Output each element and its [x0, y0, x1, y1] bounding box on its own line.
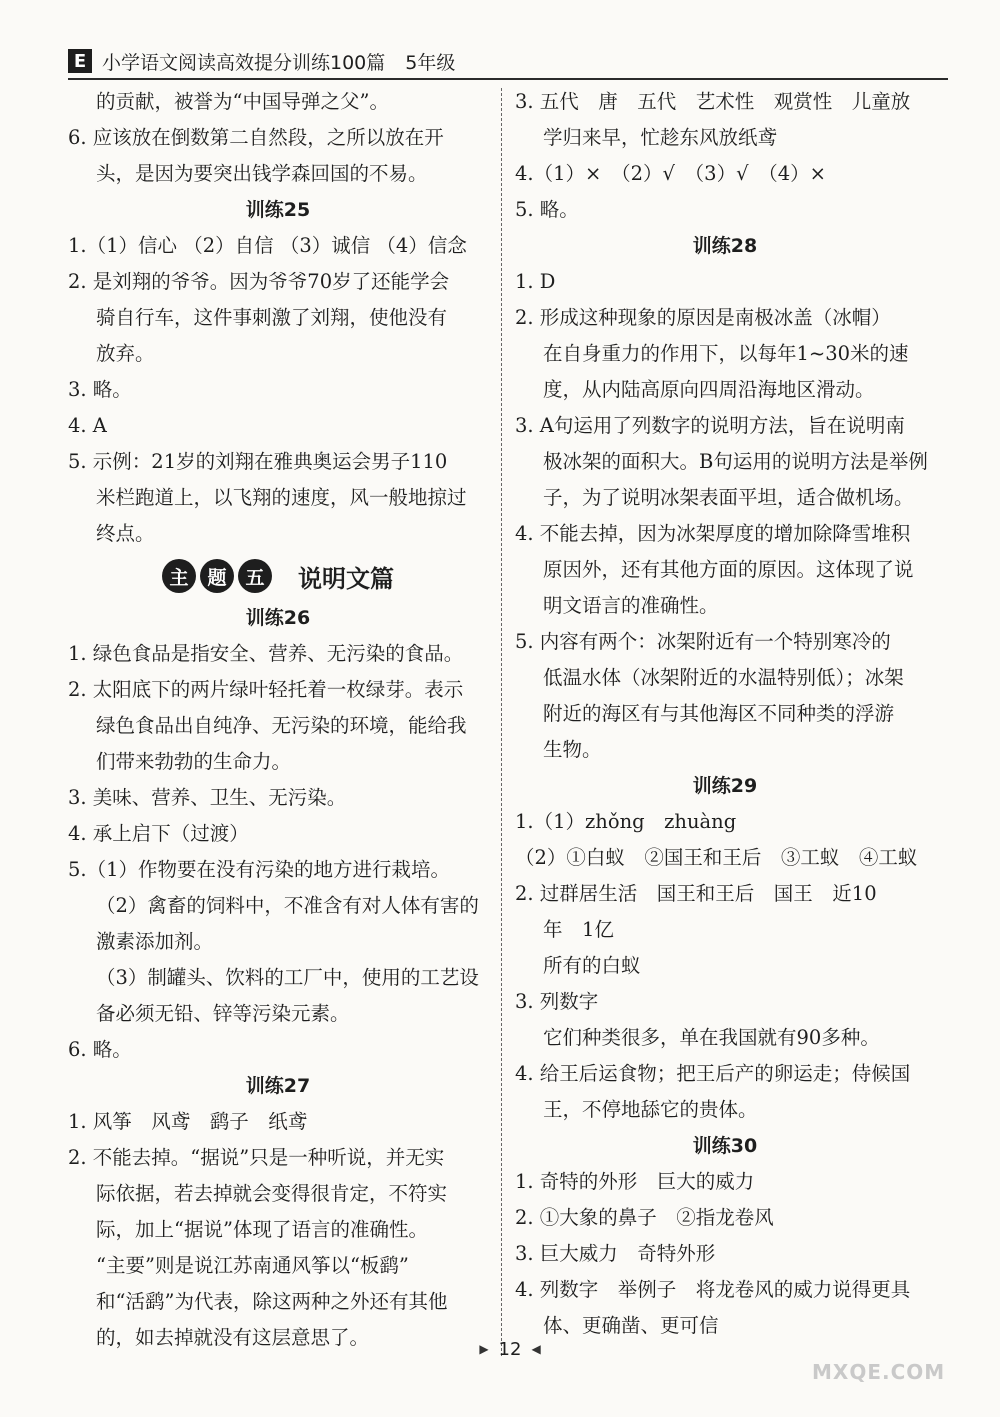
left-column [68, 84, 488, 1364]
answer-line: 在自身重力的作用下，以每年1~30米的速 [543, 342, 909, 365]
answer-line: 子，为了说明冰架表面平坦，适合做机场。 [543, 486, 914, 509]
answer-line: 原因外，还有其他方面的原因。这体现了说 [543, 558, 914, 581]
answer-line: 体、更确凿、更可信 [543, 1314, 719, 1337]
answer-line: 3. 五代 唐 五代 艺术性 观赏性 儿童放 [515, 90, 911, 113]
answer-line: 5. 内容有两个：冰架附近有一个特别寒冷的 [515, 630, 891, 653]
column-divider [501, 88, 502, 1356]
answer-line: 米栏跑道上，以飞翔的速度，风一般地掠过 [96, 486, 467, 509]
book-title: 小学语文阅读高效提分训练100篇 [102, 51, 386, 74]
theme-heading [68, 552, 488, 600]
answer-line: 4.（1）× （2）√ （3）√ （4）× [515, 162, 827, 185]
answer-line: 1. 奇特的外形 巨大的威力 [515, 1170, 755, 1193]
answer-line: 的，如去掉就没有这层意思了。 [96, 1326, 370, 1349]
answer-line: 2. 过群居生活 国王和王后 国王 近10 [515, 882, 877, 905]
answer-line: 2. ①大象的鼻子 ②指龙卷风 [515, 1206, 774, 1229]
answer-line: 5. 略。 [515, 198, 579, 221]
section-heading: 训练28 [692, 235, 758, 257]
answer-line: 3. 略。 [68, 378, 132, 401]
page-number: 12 [498, 1338, 522, 1360]
answer-line: 度，从内陆高原向四周沿海地区滑动。 [543, 378, 875, 401]
answer-line: 的贡献，被誉为“中国导弹之父”。 [96, 90, 389, 113]
answer-line: 4. 不能去掉，因为冰架厚度的增加除降雪堆积 [515, 522, 911, 545]
answer-line: 学归来早，忙趁东风放纸鸢 [543, 126, 778, 149]
answer-line: 放弃。 [96, 342, 155, 365]
answer-line: （2）①白蚁 ②国王和王后 ③工蚁 ④工蚁 [515, 846, 918, 869]
answer-line: 3. A句运用了列数字的说明方法，旨在说明南 [515, 414, 905, 437]
answer-line: 附近的海区有与其他海区不同种类的浮游 [543, 702, 895, 725]
section-heading: 训练26 [245, 607, 311, 629]
answer-line: 2. 形成这种现象的原因是南极冰盖（冰帽） [515, 306, 891, 329]
answer-line: 年 1亿 [543, 918, 614, 941]
answer-line: 5. 示例：21岁的刘翔在雅典奥运会男子110 [68, 450, 448, 473]
answer-line: （2）禽畜的饲料中，不准含有对人体有害的 [96, 894, 479, 917]
answer-line: 所有的白蚁 [543, 954, 641, 977]
theme-badge: 题 [200, 559, 234, 593]
section-heading: 训练27 [245, 1075, 311, 1097]
answer-line: 1.（1）zhǒng zhuàng [515, 810, 737, 833]
answer-line: 极冰架的面积大。B句运用的说明方法是举例 [543, 450, 928, 473]
answer-line: 6. 应该放在倒数第二自然段，之所以放在开 [68, 126, 444, 149]
answer-line: 2. 不能去掉。“据说”只是一种听说，并无实 [68, 1146, 445, 1169]
theme-title: 说明文篇 [298, 564, 394, 593]
triangle-right-icon: ▶ [479, 1342, 489, 1356]
answer-line: 4. 承上启下（过渡） [68, 822, 249, 845]
answer-line: 1.（1）信心 （2）自信 （3）诚信 （4）信念 [68, 234, 467, 257]
answer-line: 1. 绿色食品是指安全、营养、无污染的食品。 [68, 642, 464, 665]
answer-line: 1. D [515, 270, 556, 293]
answer-line: 它们种类很多，单在我国就有90多种。 [543, 1026, 880, 1049]
answer-line: 和“活鹞”为代表，除这两种之外还有其他 [96, 1290, 448, 1313]
answer-line: 备必须无铅、锌等污染元素。 [96, 1002, 350, 1025]
answer-line: 明文语言的准确性。 [543, 594, 719, 617]
answer-line: 3. 列数字 [515, 990, 599, 1013]
answer-line: 3. 巨大威力 奇特外形 [515, 1242, 716, 1265]
page-footer [470, 1334, 550, 1364]
answer-line: 4. A [68, 414, 107, 437]
answer-line: 绿色食品出自纯净、无污染的环境，能给我 [96, 714, 467, 737]
answer-line: 4. 列数字 举例子 将龙卷风的威力说得更具 [515, 1278, 911, 1301]
section-heading: 训练29 [692, 775, 758, 797]
answer-line: 激素添加剂。 [96, 930, 214, 953]
answer-line: 4. 给王后运食物；把王后产的卵运走；侍候国 [515, 1062, 911, 1085]
answer-line: 1. 风筝 风鸢 鹞子 纸鸢 [68, 1110, 308, 1133]
answer-line: “主要”则是说江苏南通风筝以“板鹞” [96, 1254, 409, 1277]
answer-line: （3）制罐头、饮料的工厂中，使用的工艺设 [96, 966, 479, 989]
page-header [68, 44, 948, 80]
answer-line: 低温水体（冰架附近的水温特别低）；冰架 [543, 666, 904, 689]
answer-line: 王，不停地舔它的贵体。 [543, 1098, 758, 1121]
triangle-left-icon: ◀ [531, 1342, 541, 1356]
right-column [515, 84, 935, 1364]
section-heading: 训练25 [245, 199, 311, 221]
grade-label: 5年级 [405, 51, 456, 74]
book-logo-icon: E [68, 49, 92, 73]
answer-line: 际，加上“据说”体现了语言的准确性。 [96, 1218, 428, 1241]
answer-line: 骑自行车，这件事刺激了刘翔，使他没有 [96, 306, 448, 329]
watermark: MXQE.COM [812, 1360, 946, 1384]
answer-line: 生物。 [543, 738, 602, 761]
answer-line: 5.（1）作物要在没有污染的地方进行栽培。 [68, 858, 451, 881]
theme-badge: 主 [162, 559, 196, 593]
answer-line: 2. 太阳底下的两片绿叶轻托着一枚绿芽。表示 [68, 678, 464, 701]
answer-line: 头，是因为要突出钱学森回国的不易。 [96, 162, 428, 185]
answer-line: 际依据，若去掉就会变得很肯定，不符实 [96, 1182, 448, 1205]
answer-line: 终点。 [96, 522, 155, 545]
answer-line: 3. 美味、营养、卫生、无污染。 [68, 786, 347, 809]
section-heading: 训练30 [692, 1135, 758, 1157]
answer-line: 2. 是刘翔的爷爷。因为爷爷70岁了还能学会 [68, 270, 450, 293]
theme-badge: 五 [238, 559, 272, 593]
answer-line: 们带来勃勃的生命力。 [96, 750, 292, 773]
answer-line: 6. 略。 [68, 1038, 132, 1061]
